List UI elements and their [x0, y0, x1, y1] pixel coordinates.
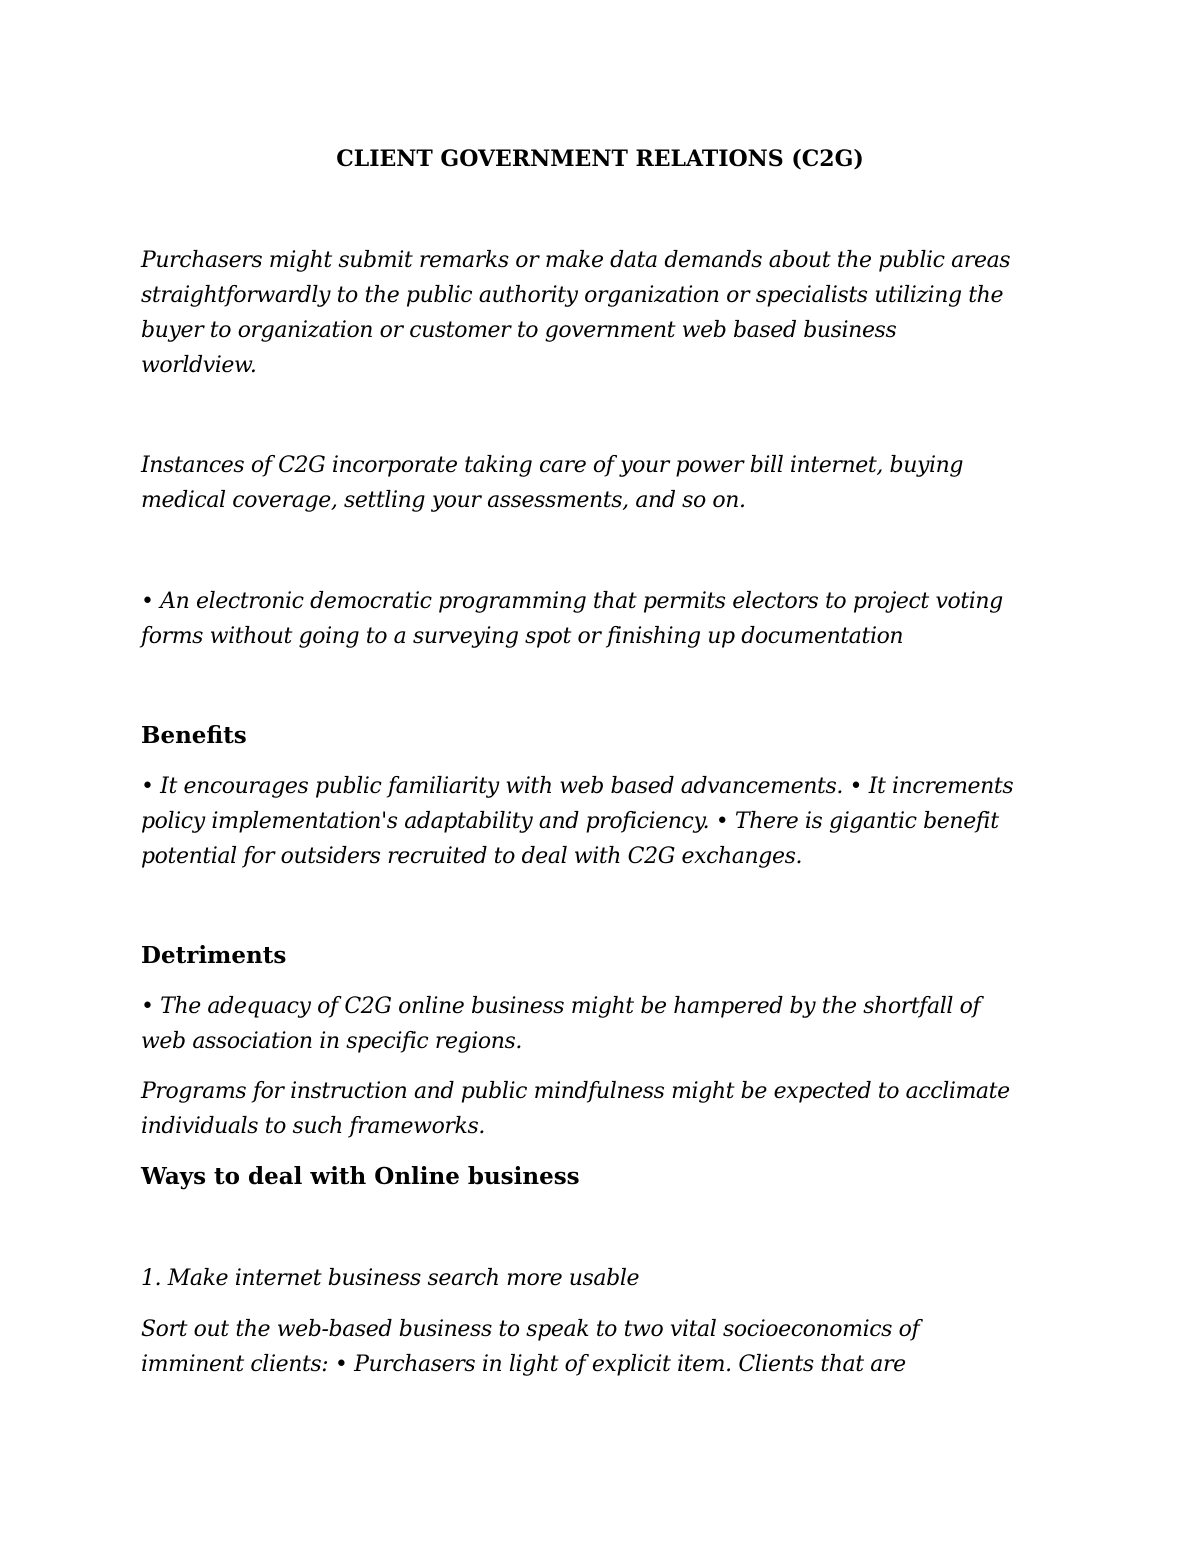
- ways-item-line: 1. Make internet business search more usable: [141, 1266, 640, 1291]
- instances-paragraph: [141, 448, 1071, 518]
- ways-item-1: [141, 1261, 1071, 1296]
- sort-out-line: Sort out the web-based business to speak to two vital socioeconomics of: [141, 1317, 920, 1342]
- benefits-line: policy implementation's adaptability and proficiency. • There is gigantic benefit: [141, 809, 999, 834]
- intro-paragraph: [141, 243, 1071, 383]
- intro-line: Purchasers might submit remarks or make data demands about the public areas: [141, 248, 1011, 273]
- voting-bullet: [141, 584, 1071, 654]
- ways-heading: Ways to deal with Online business: [141, 1163, 580, 1190]
- programs-line: individuals to such frameworks.: [141, 1114, 485, 1139]
- detriments-line: • The adequacy of C2G online business might be hampered by the shortfall of: [141, 994, 981, 1019]
- voting-line: • An electronic democratic programming that permits electors to project voting: [141, 589, 1003, 614]
- intro-line: worldview.: [141, 353, 257, 378]
- intro-line: buyer to organization or customer to government web based business: [141, 318, 897, 343]
- benefits-line: potential for outsiders recruited to deal with C2G exchanges.: [141, 844, 803, 869]
- instances-line: Instances of C2G incorporate taking care of your power bill internet, buying: [141, 453, 964, 478]
- sort-out-paragraph: [141, 1312, 1071, 1382]
- detriments-paragraph: [141, 989, 1071, 1059]
- programs-line: Programs for instruction and public mindfulness might be expected to acclimate: [141, 1079, 1010, 1104]
- voting-line: forms without going to a surveying spot or finishing up documentation: [141, 624, 904, 649]
- instances-line: medical coverage, settling your assessments, and so on.: [141, 488, 746, 513]
- benefits-line: • It encourages public familiarity with web based advancements. • It increments: [141, 774, 1014, 799]
- intro-line: straightforwardly to the public authority organization or specialists utilizing the: [141, 283, 1004, 308]
- detriments-heading: Detriments: [141, 942, 287, 969]
- benefits-heading: Benefits: [141, 722, 247, 749]
- detriments-line: web association in specific regions.: [141, 1029, 523, 1054]
- sort-out-line: imminent clients: • Purchasers in light of explicit item. Clients that are: [141, 1352, 906, 1377]
- benefits-paragraph: [141, 769, 1071, 874]
- programs-paragraph: [141, 1074, 1071, 1144]
- document-title: CLIENT GOVERNMENT RELATIONS (C2G): [336, 146, 864, 172]
